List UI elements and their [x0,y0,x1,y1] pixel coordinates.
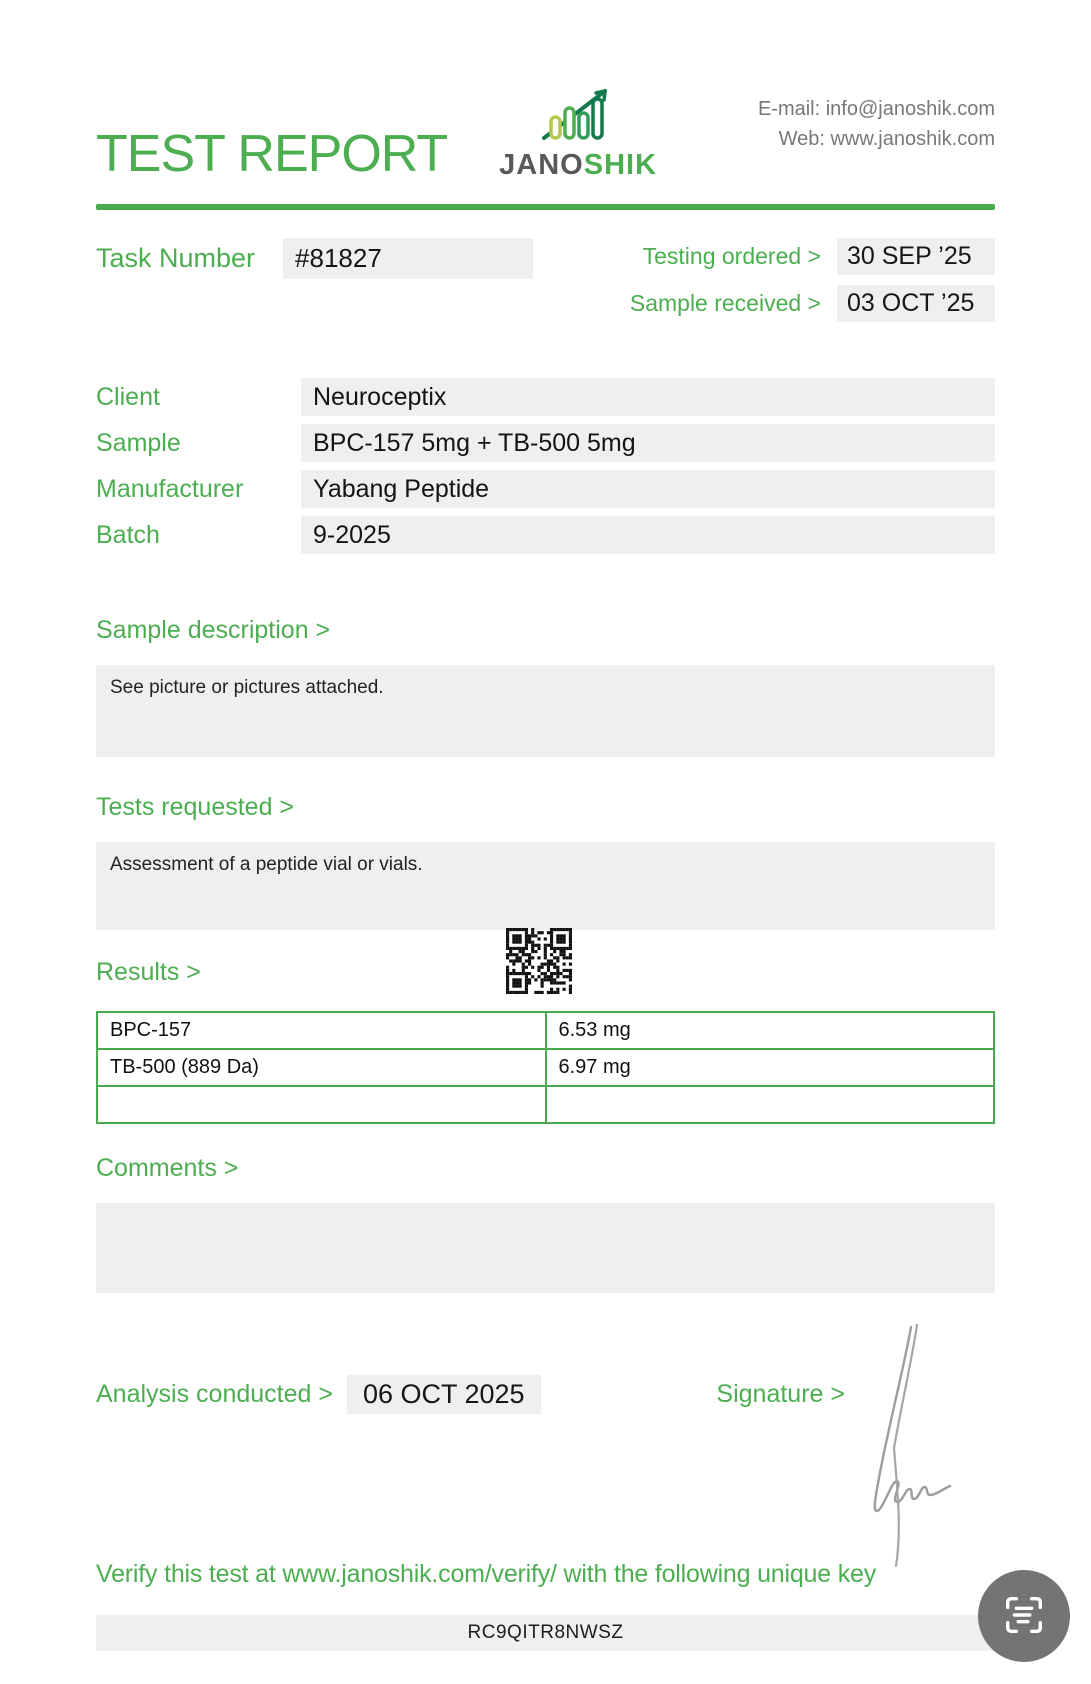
logo-wordmark [499,151,657,180]
info-row-batch [96,516,995,554]
sample-info-section [96,378,995,554]
comments-box [96,1203,995,1293]
result-value-cell: 6.53 mg [546,1012,995,1049]
sample-description-heading: Sample description > [96,616,331,644]
result-name-cell: TB-500 (889 Da) [97,1049,546,1086]
result-value-cell: 6.97 mg [546,1049,995,1086]
task-number-value: #81827 [283,238,533,279]
info-row-sample [96,424,995,462]
testing-ordered-label: Testing ordered > [642,243,821,269]
report-content [0,84,1091,1651]
logo-jano: JANO [499,149,584,181]
signature-image [851,1323,955,1573]
test-report-page [0,84,1091,1684]
analysis-date-value: 06 OCT 2025 [347,1375,541,1414]
document-scan-icon [1001,1592,1047,1641]
unique-key-box [96,1615,995,1651]
logo-shik: SHIK [583,149,658,181]
dates-block [630,238,995,322]
table-row [97,1086,994,1123]
manufacturer-value: Yabang Peptide [301,470,995,508]
task-section [96,238,995,322]
report-header [96,84,995,183]
info-row-client [96,378,995,416]
client-value: Neuroceptix [301,378,995,416]
sample-received-value: 03 OCT ’25 [837,285,995,322]
contact-web: Web: www.janoshik.com [778,128,995,150]
signature-label: Signature > [716,1380,845,1408]
sample-label: Sample [96,428,181,457]
bar-chart-trend-icon [539,84,617,147]
info-row-manufacturer [96,470,995,508]
testing-ordered-value: 30 SEP ’25 [837,238,995,275]
tests-requested-box [96,842,995,930]
result-name-cell: BPC-157 [97,1012,546,1049]
sample-description-box [96,665,995,757]
verify-text: Verify this test at www.janoshik.com/verify/ with the following unique key [96,1560,876,1588]
sample-value: BPC-157 5mg + TB-500 5mg [301,424,995,462]
batch-value: 9-2025 [301,516,995,554]
tests-requested-heading: Tests requested > [96,793,295,821]
results-table [96,1011,995,1124]
page-title: TEST REPORT [96,125,448,183]
table-row [97,1012,994,1049]
sample-received-label: Sample received > [629,290,821,316]
analysis-conducted-label: Analysis conducted > [96,1380,333,1408]
tests-requested-text: Assessment of a peptide vial or vials. [110,854,423,875]
contact-email: E-mail: info@janoshik.com [757,98,995,120]
qr-code [506,928,572,999]
header-divider [96,204,995,210]
results-section [96,930,995,1124]
task-number-label: Task Number [96,243,256,273]
client-label: Client [96,382,160,411]
testing-ordered-row [630,238,995,275]
contact-block [758,94,995,154]
sample-received-row [630,285,995,322]
comments-heading: Comments > [96,1154,239,1182]
result-name-cell [97,1086,546,1123]
janoshik-logo [499,84,657,180]
task-number-row [96,238,533,279]
table-row [97,1049,994,1086]
scan-fab-button[interactable] [978,1570,1070,1662]
batch-label: Batch [96,520,160,549]
results-heading: Results > [96,958,201,986]
analysis-signature-row [96,1375,995,1414]
manufacturer-label: Manufacturer [96,474,244,503]
result-value-cell [546,1086,995,1123]
sample-description-text: See picture or pictures attached. [110,677,384,698]
unique-key-value: RC9QITR8NWSZ [467,1622,624,1643]
